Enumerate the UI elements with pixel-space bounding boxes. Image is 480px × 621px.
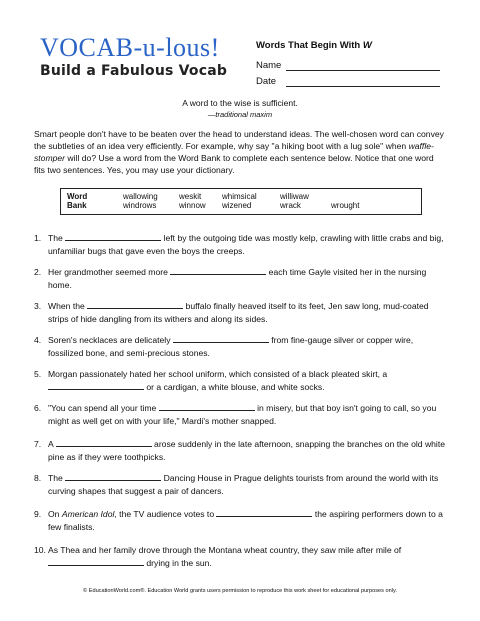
- question-number: 9.: [34, 509, 42, 519]
- word-bank-label-1: Word: [67, 192, 88, 201]
- word-bank-word: wrack: [280, 201, 301, 210]
- word-bank-word: wizened: [222, 201, 252, 210]
- question-text: A: [48, 439, 56, 449]
- worksheet-title-letter: W: [362, 40, 372, 51]
- word-bank-word: weskit: [179, 192, 202, 201]
- instructions-part2: will do? Use a word from the Word Bank to complete each sentence below. Notice that one word fits two sentences. Yes, you may use your dictionary.: [34, 153, 434, 175]
- instructions-italic-word: waffle-stomper: [34, 141, 434, 163]
- word-bank-word: winnow: [179, 201, 206, 210]
- question-text: each time Gayle visited her in the nursing home.: [48, 267, 427, 290]
- word-bank-word: wallowing: [123, 192, 158, 201]
- logo: [40, 34, 245, 79]
- question-text: or a cardigan, a white blouse, and white socks.: [144, 381, 325, 392]
- question-3: [34, 300, 448, 325]
- question-number: 4.: [34, 335, 42, 345]
- question-number: 10.: [34, 545, 46, 555]
- question-text: The: [48, 233, 66, 243]
- worksheet-title-prefix: Words That Begin With: [256, 40, 363, 51]
- question-4: [34, 334, 448, 359]
- question-italic-text: American Idol: [61, 509, 115, 519]
- answer-blank[interactable]: [56, 438, 152, 447]
- answer-blank[interactable]: [65, 472, 161, 481]
- instructions-part1: Smart people don't have to be beaten over the head to understand ideas. The well-chosen word can convey the subtleties of an idea very efficiently. For example, why say "a hiking boot with a lug sole" when: [34, 129, 444, 151]
- question-text: "You can spend all your time: [48, 403, 159, 413]
- question-text: buffalo finally heaved itself to its feet, Jen saw long, mud-coated strips of hide dangling from its withers and along its sides.: [48, 301, 429, 324]
- question-number: 8.: [34, 473, 42, 483]
- question-number: 7.: [34, 439, 42, 449]
- question-text: When the: [48, 301, 88, 311]
- question-1: [34, 232, 448, 257]
- answer-blank[interactable]: [65, 232, 161, 241]
- question-5: [34, 368, 448, 393]
- word-bank-word: whimsical: [222, 192, 257, 201]
- date-row: [256, 73, 440, 87]
- word-bank: [60, 188, 422, 215]
- worksheet-title: [256, 40, 440, 51]
- student-info: [256, 40, 440, 89]
- answer-blank[interactable]: [87, 300, 183, 309]
- question-number: 2.: [34, 267, 42, 277]
- word-bank-word: williwaw: [280, 192, 309, 201]
- question-text: , the TV audience votes to: [114, 509, 217, 519]
- question-number: 1.: [34, 233, 42, 243]
- name-field[interactable]: [286, 60, 440, 71]
- question-number: 6.: [34, 403, 42, 413]
- question-text: arose suddenly in the late afternoon, snapping the branches on the old white pine as if they were toothpicks.: [48, 439, 446, 462]
- question-text: As Thea and her family drove through the Montana wheat country, they saw mile after mile of: [48, 545, 402, 555]
- answer-blank[interactable]: [170, 266, 266, 275]
- date-label: Date: [256, 76, 277, 87]
- answer-blank[interactable]: [48, 557, 144, 566]
- question-text: Dancing House in Prague delights tourists from around the world with its curving shapes that suggest a pair of dancers.: [48, 473, 439, 496]
- footer-copyright: © EducationWorld.com®. Education World grants users permission to reproduce this work sheet for educational purposes only.: [83, 588, 397, 594]
- question-text: The: [48, 473, 66, 483]
- question-text: drying in the sun.: [144, 557, 212, 568]
- date-field[interactable]: [286, 76, 440, 87]
- question-10: [34, 544, 448, 569]
- question-text: in misery, but that boy isn't going to call, so you might as well get on with your life," Mardi's mother snapped.: [48, 403, 437, 426]
- question-text: Her grandmother seemed more: [48, 267, 171, 277]
- answer-blank[interactable]: [48, 381, 144, 390]
- question-text: the aspiring performers down to a few finalists.: [48, 509, 443, 532]
- answer-blank[interactable]: [159, 402, 255, 411]
- logo-subtitle: Build a Fabulous Vocab: [40, 63, 228, 79]
- question-text: Soren's necklaces are delicately: [48, 335, 173, 345]
- question-text: from fine-gauge silver or copper wire, fossilized bone, and semi-precious stones.: [48, 335, 414, 358]
- question-7: [34, 438, 448, 463]
- logo-title: VOCAB-u-lous!: [40, 33, 220, 62]
- answer-blank[interactable]: [216, 508, 312, 517]
- question-number: 5.: [34, 369, 42, 379]
- answer-blank[interactable]: [173, 334, 269, 343]
- quote-attribution: —traditional maxim: [207, 110, 273, 119]
- question-text: On: [48, 509, 62, 519]
- question-6: [34, 402, 448, 427]
- question-number: 3.: [34, 301, 42, 311]
- name-row: [256, 57, 440, 71]
- instructions: [34, 128, 446, 176]
- question-text: left by the outgoing tide was mostly kelp, crawling with little crabs and big, unfamiliar bugs that gave even the boys the creeps.: [48, 233, 444, 256]
- question-text: Morgan passionately hated her school uniform, which consisted of a black pleated skirt, a: [48, 369, 388, 379]
- question-9: [34, 508, 448, 533]
- quote: [0, 98, 480, 120]
- name-label: Name: [256, 60, 282, 71]
- word-bank-word: windrows: [123, 201, 157, 210]
- question-8: [34, 472, 448, 497]
- word-bank-word: wrought: [331, 201, 360, 210]
- quote-text: A word to the wise is sufficient.: [182, 98, 298, 108]
- word-bank-label-2: Bank: [67, 201, 87, 210]
- question-2: [34, 266, 448, 291]
